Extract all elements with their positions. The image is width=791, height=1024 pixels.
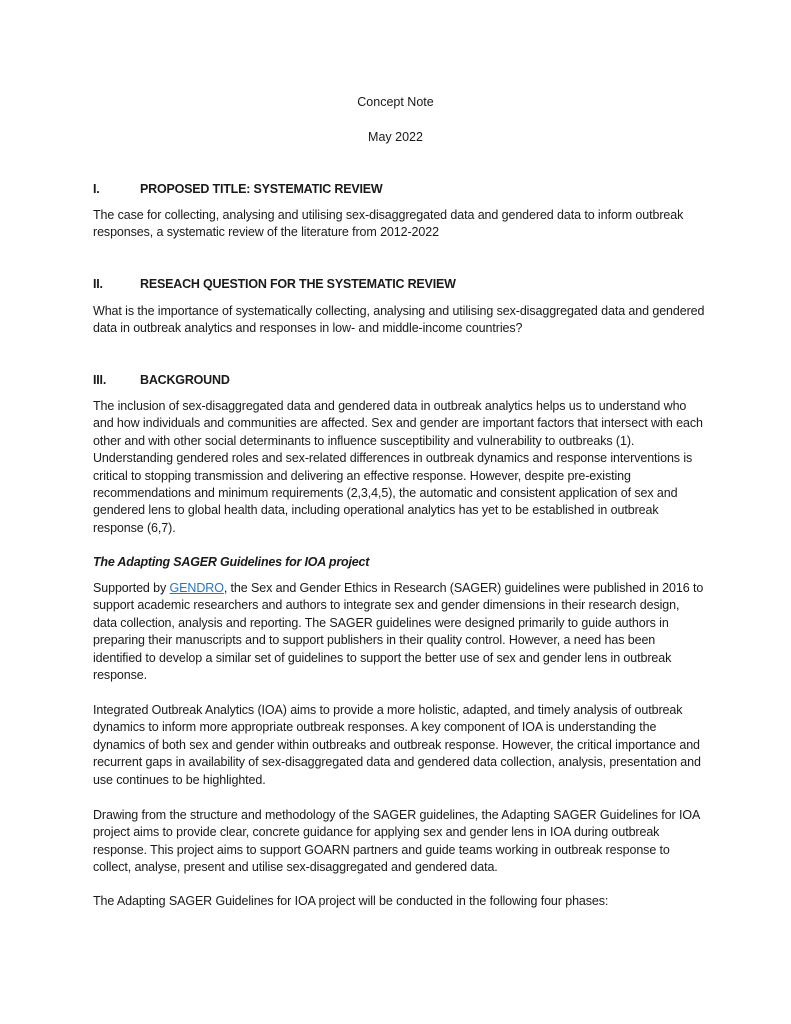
- document-title: Concept Note: [357, 95, 434, 109]
- section-1-body: The case for collecting, analysing and utilising sex-disaggregated data and gendered data to inform outbreak responses, a systematic review of the literature from 2012-2022: [93, 208, 684, 240]
- project-subheading: The Adapting SAGER Guidelines for IOA project: [93, 555, 370, 569]
- section-3-title: BACKGROUND: [140, 373, 230, 387]
- section-3-heading: [93, 373, 230, 387]
- section-2-body: What is the importance of systematically collecting, analysing and utilising sex-disaggregated data and gendered data in outbreak analytics and responses in low- and middle-income countries?: [93, 304, 705, 336]
- section-1-number: I.: [93, 182, 100, 196]
- project-paragraph-3: Drawing from the structure and methodology of the SAGER guidelines, the Adapting SAGER Guidelines for IOA project aims to provide clear, concrete guidance for applying sex and gender lens in IOA during outbreak response. This project aims to support GOARN partners and guide teams working in outbreak response to collect, analyse, present and utilise sex-disaggregated and gendered data.: [93, 808, 700, 875]
- project-paragraph-2: Integrated Outbreak Analytics (IOA) aims to provide a more holistic, adapted, and timely analysis of outbreak dynamics to inform more appropriate outbreak responses. A key component of IOA is understanding the dynamics of both sex and gender within outbreaks and outbreak response. However, the critical importance and recurrent gaps in availability of sex-disaggregated data and gendered data collection, analysis, presentation and use continues to be highlighted.: [93, 703, 701, 787]
- section-3-number: III.: [93, 373, 107, 387]
- section-2-number: II.: [93, 277, 103, 291]
- project-paragraph-1: [93, 580, 705, 684]
- section-3-body: The inclusion of sex-disaggregated data and gendered data in outbreak analytics helps us to understand who and how individuals and communities are affected. Sex and gender are important factors that intersect with each other and with other social determinants to influence susceptibility and vulnerability to outbreaks (1). Understanding gendered roles and sex-related differences in outbreak dynamics and response interventions is critical to stopping transmission and delivering an effective response. However, despite pre-existing recommendations and minimum requirements (2,3,4,5), the automatic and consistent application of sex and gendered lens to global health data, including operational analytics has yet to be established in outbreak response (6,7).: [93, 399, 703, 535]
- project-p1-prefix: Supported by: [93, 581, 170, 595]
- section-2-heading: [93, 277, 456, 291]
- project-paragraph-4: The Adapting SAGER Guidelines for IOA project will be conducted in the following four phases:: [93, 894, 609, 908]
- section-2-title: RESEACH QUESTION FOR THE SYSTEMATIC REVIEW: [140, 277, 456, 291]
- gendro-link[interactable]: GENDRO: [169, 581, 224, 595]
- section-1-title: PROPOSED TITLE: SYSTEMATIC REVIEW: [140, 182, 383, 196]
- project-p1-rest: , the Sex and Gender Ethics in Research (SAGER) guidelines were published in 2016 to support academic researchers and authors to integrate sex and gender dimensions in their research design, data collection, analysis and reporting. The SAGER guidelines were designed primarily to guide authors in preparing their manuscripts and to support publishers in their quality control. However, a need has been identified to develop a similar set of guidelines to support the better use of sex and gender lens in outbreak response.: [93, 581, 704, 683]
- section-1-heading: [93, 182, 383, 196]
- document-date: May 2022: [368, 130, 423, 144]
